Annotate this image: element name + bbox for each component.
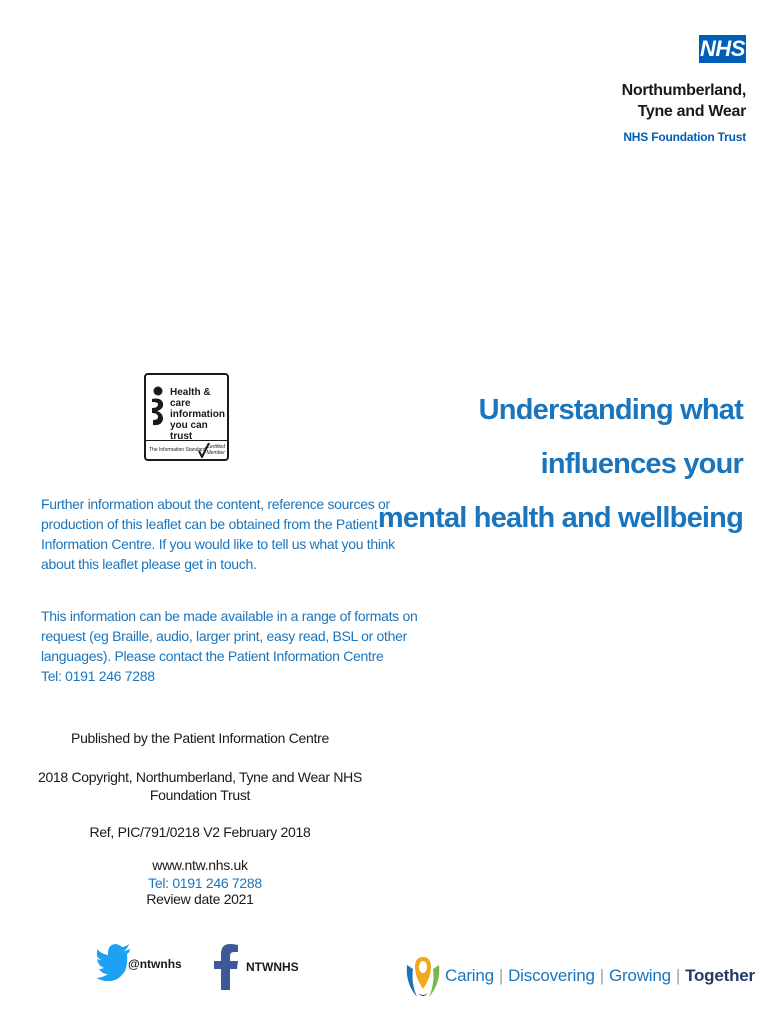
tagline-word-together: Together bbox=[685, 966, 755, 985]
formats-tel[interactable]: Tel: 0191 246 7288 bbox=[41, 668, 155, 684]
reference bbox=[20, 823, 380, 841]
info-standard-line-1: Health & care bbox=[170, 387, 211, 409]
tagline-word-caring: Caring bbox=[445, 966, 494, 985]
title-line-2: influences your bbox=[540, 448, 743, 480]
member-label: Member bbox=[206, 450, 225, 456]
certified-label: Certified bbox=[206, 444, 225, 450]
twitter-handle[interactable]: @ntwnhs bbox=[128, 957, 182, 971]
tagline-word-discovering: Discovering bbox=[508, 966, 595, 985]
information-standard-logo bbox=[144, 373, 229, 461]
tagline-word-growing: Growing bbox=[608, 966, 671, 985]
values-tagline bbox=[445, 966, 755, 986]
formats-line: languages). Please contact the Patient Information Centre bbox=[41, 648, 384, 664]
tagline-separator: | bbox=[675, 966, 681, 985]
review-date-text: Review date 2021 bbox=[146, 891, 254, 907]
formats-paragraph bbox=[41, 606, 418, 686]
further-information-paragraph bbox=[41, 494, 395, 574]
further-info-line: Information Centre. If you would like to tell us what you think bbox=[41, 536, 395, 552]
further-info-line: about this leaflet please get in touch. bbox=[41, 556, 257, 572]
info-standard-text bbox=[170, 387, 227, 442]
info-standard-line-3: you can trust bbox=[170, 420, 208, 442]
facebook-handle[interactable]: NTWNHS bbox=[246, 960, 299, 974]
further-info-line: production of this leaflet can be obtained from the Patient bbox=[41, 516, 378, 532]
published-by bbox=[20, 729, 380, 747]
trust-name-line-1: Northumberland, bbox=[621, 82, 746, 99]
info-standard-footer-right bbox=[206, 444, 225, 456]
review-date bbox=[20, 890, 380, 908]
trust-name bbox=[622, 80, 746, 122]
twitter-icon[interactable] bbox=[97, 943, 131, 981]
telephone-link[interactable]: Tel: 0191 246 7288 bbox=[148, 875, 262, 891]
trust-subtitle: NHS Foundation Trust bbox=[623, 130, 746, 144]
info-standard-line-2: information bbox=[170, 409, 225, 420]
title-line-3: mental health and wellbeing bbox=[377, 502, 743, 534]
copyright-line: 2018 Copyright, Northumberland, Tyne and Wear NHS bbox=[37, 769, 363, 785]
info-standard-person-icon bbox=[149, 385, 169, 427]
trust-name-line-2: Tyne and Wear bbox=[637, 103, 746, 120]
formats-line: request (eg Braille, audio, larger print, easy read, BSL or other bbox=[41, 628, 407, 644]
copyright bbox=[20, 768, 380, 804]
info-standard-footer bbox=[146, 440, 227, 459]
contact-line bbox=[20, 856, 380, 892]
nhs-logo-badge: NHS bbox=[700, 36, 745, 61]
trust-values-logo-icon bbox=[404, 953, 442, 1001]
info-standard-footer-left: The Information Standard bbox=[149, 447, 206, 453]
reference-text: Ref, PIC/791/0218 V2 February 2018 bbox=[89, 824, 311, 840]
tagline-separator: | bbox=[498, 966, 504, 985]
tagline-separator: | bbox=[599, 966, 604, 985]
formats-line: This information can be made available in a range of formats on bbox=[41, 608, 418, 624]
further-info-line: Further information about the content, reference sources or bbox=[41, 496, 390, 512]
published-by-text: Published by the Patient Information Centre bbox=[71, 730, 329, 746]
website-link[interactable]: www.ntw.nhs.uk bbox=[152, 857, 248, 873]
leaflet-title bbox=[363, 383, 743, 545]
facebook-icon[interactable] bbox=[214, 944, 238, 990]
title-line-1: Understanding what bbox=[478, 394, 743, 426]
copyright-line: Foundation Trust bbox=[149, 787, 251, 803]
